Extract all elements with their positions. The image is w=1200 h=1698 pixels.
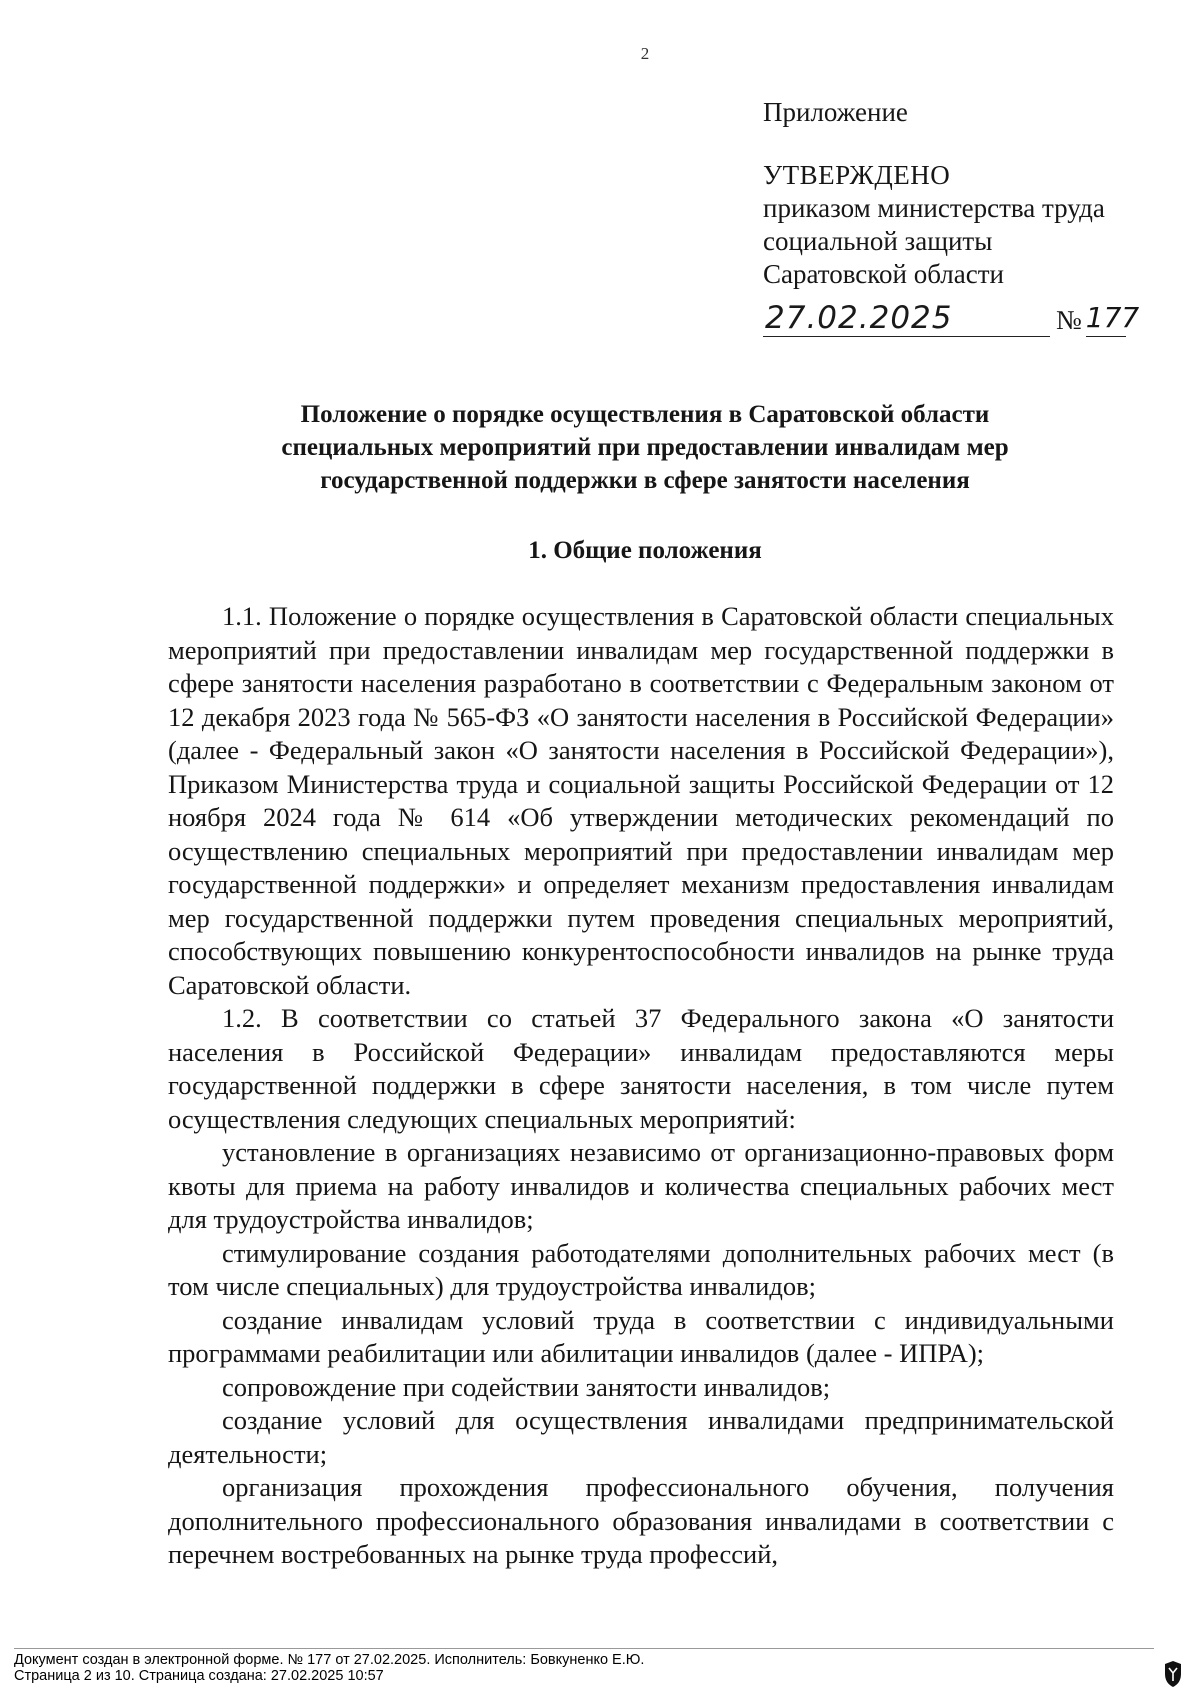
footer-line-page: Страница 2 из 10. Страница создана: 27.02.2025 10:57 <box>14 1668 384 1684</box>
order-date-number-line <box>763 293 1163 337</box>
list-item: создание условий для осуществления инвалидами предпринимательской деятельности; <box>168 1405 1114 1469</box>
list-item: сопровождение при содействии занятости инвалидов; <box>222 1371 831 1402</box>
order-number: 177 <box>1086 300 1126 337</box>
document-title-line: Положение о порядке осуществления в Саратовской области <box>300 401 990 428</box>
paragraph-1-1: 1.1. Положение о порядке осуществления в Саратовской области специальных мероприятий при предоставлении инвалидам мер государственной поддержки в сфере занятости населения разработано в соответствии с Федеральным законом от 12 декабря 2023 года № 565-ФЗ «О занятости населения в Российской Федерации» (далее - Федеральный закон «О занятости населения в Российской Федерации»), Приказом Министерства труда и социальной защиты Российской Федерации от 12 ноября 2024 года № 614 «Об утверждении методических рекомендаций по осуществлению специальных мероприятий при предоставлении инвалидам мер государственной поддержки» и определяет механизм предоставления инвалидам мер государственной поддержки путем проведения специальных мероприятий, способствующих повышению конкурентоспособности инвалидов на рынке труда Саратовской области. <box>168 601 1114 1000</box>
approval-line-ministry: приказом министерства труда <box>763 193 1105 223</box>
appendix-label: Приложение <box>763 97 908 127</box>
approval-block <box>763 96 1163 337</box>
section-title: 1. Общие положения <box>528 537 762 564</box>
order-date: 27.02.2025 <box>763 300 1050 337</box>
list-item: установление в организациях независимо от организационно-правовых форм квоты для приема на работу инвалидов и количества специальных рабочих мест для трудоустройства инвалидов; <box>168 1137 1114 1234</box>
electronic-document-footer <box>14 1648 1154 1684</box>
number-sign: № <box>1056 305 1082 335</box>
approval-line-region: Саратовской области <box>763 259 1004 289</box>
paragraph-1-2: 1.2. В соответствии со статьей 37 Федерального закона «О занятости населения в Российской Федерации» инвалидам предоставляются меры государственной поддержки в сфере занятости населения, в том числе путем осуществления следующих специальных мероприятий: <box>168 1003 1114 1134</box>
approval-line-social: социальной защиты <box>763 226 993 256</box>
document-title-line: специальных мероприятий при предоставлении инвалидам мер <box>281 434 1009 461</box>
document-title <box>130 398 1160 497</box>
page-number: 2 <box>640 44 650 63</box>
list-item: организация прохождения профессионального обучения, получения дополнительного профессионального образования инвалидами в соответствии с перечнем востребованных на рынке труда профессий, <box>168 1472 1114 1569</box>
list-item: стимулирование создания работодателями дополнительных рабочих мест (в том числе специальных) для трудоустройства инвалидов; <box>168 1237 1114 1301</box>
approved-label: УТВЕРЖДЕНО <box>763 160 951 190</box>
footer-line-document: Документ создан в электронной форме. № 177 от 27.02.2025. Исполнитель: Бовкуненко Е.Ю. <box>14 1652 645 1668</box>
coat-of-arms-icon <box>1164 1660 1182 1688</box>
document-body <box>168 600 1114 1572</box>
list-item: создание инвалидам условий труда в соответствии с индивидуальными программами реабилитации или абилитации инвалидов (далее - ИПРА); <box>168 1304 1114 1368</box>
document-title-line: государственной поддержки в сфере занятости населения <box>320 467 970 494</box>
